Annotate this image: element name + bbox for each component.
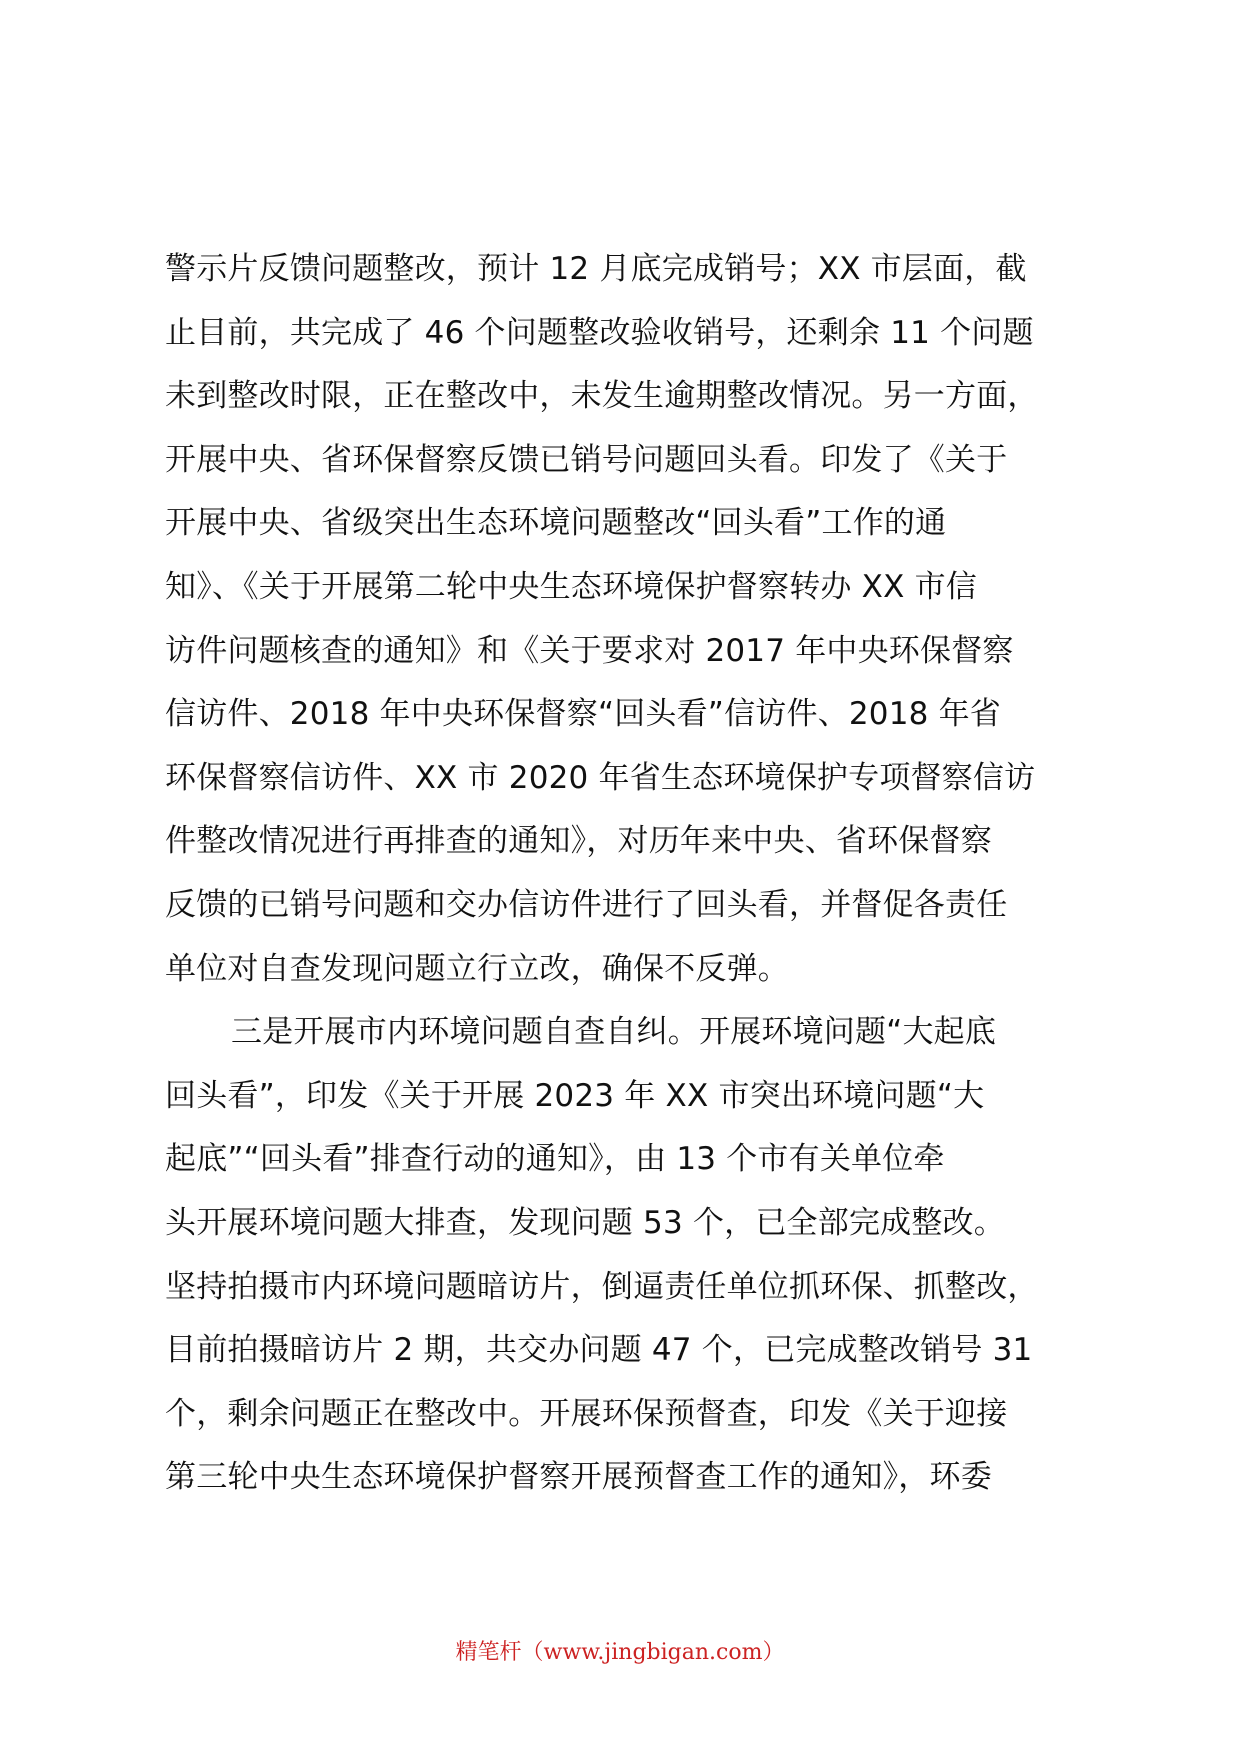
text-line: 目前拍摄暗访片 2 期，共交办问题 47 个，已完成整改销号 31 bbox=[165, 1332, 1033, 1369]
text-line: 回头看”，印发《关于开展 2023 年 XX 市突出环境问题“大 bbox=[165, 1077, 985, 1114]
text-line: 访件问题核查的通知》和《关于要求对 2017 年中央环保督察 bbox=[165, 632, 1014, 669]
text-line: 个，剩余问题正在整改中。开展环保预督查，印发《关于迎接 bbox=[165, 1395, 1008, 1432]
text-line: 单位对自查发现问题立行立改，确保不反弹。 bbox=[165, 950, 789, 987]
text-line: 环保督察信访件、XX 市 2020 年省生态环境保护专项督察信访 bbox=[165, 759, 1036, 796]
text-line: 未到整改时限，正在整改中，未发生逾期整改情况。另一方面， bbox=[165, 378, 1039, 415]
text-line: 起底”“回头看”排查行动的通知》，由 13 个市有关单位牵 bbox=[165, 1141, 945, 1178]
text-line: 警示片反馈问题整改，预计 12 月底完成销号；XX 市层面，截 bbox=[165, 251, 1027, 287]
text-line: 第三轮中央生态环境保护督察开展预督查工作的通知》，环委 bbox=[165, 1459, 992, 1496]
document-body bbox=[165, 238, 1125, 1510]
paragraph-start-line: 三是开展市内环境问题自查自纠。开展环境问题“大起底 bbox=[231, 1014, 997, 1051]
text-line: 件整改情况进行再排查的通知》，对历年来中央、省环保督察 bbox=[165, 823, 992, 860]
text-line: 开展中央、省级突出生态环境问题整改“回头看”工作的通 bbox=[165, 505, 947, 542]
text-line: 头开展环境问题大排查，发现问题 53 个，已全部完成整改。 bbox=[165, 1204, 1005, 1241]
text-line: 坚持拍摄市内环境问题暗访片，倒逼责任单位抓环保、抓整改， bbox=[165, 1268, 1039, 1305]
text-line: 信访件、2018 年中央环保督察“回头看”信访件、2018 年省 bbox=[165, 696, 1002, 733]
footer-watermark: 精笔杆（www.jingbigan.com） bbox=[455, 1640, 785, 1665]
text-line: 止目前，共完成了 46 个问题整改验收销号，还剩余 11 个问题 bbox=[165, 314, 1034, 351]
text-line: 开展中央、省环保督察反馈已销号问题回头看。印发了《关于 bbox=[165, 441, 1008, 478]
text-line: 知》、《关于开展第二轮中央生态环境保护督察转办 XX 市信 bbox=[165, 568, 977, 605]
text-line: 反馈的已销号问题和交办信访件进行了回头看，并督促各责任 bbox=[165, 886, 1008, 923]
